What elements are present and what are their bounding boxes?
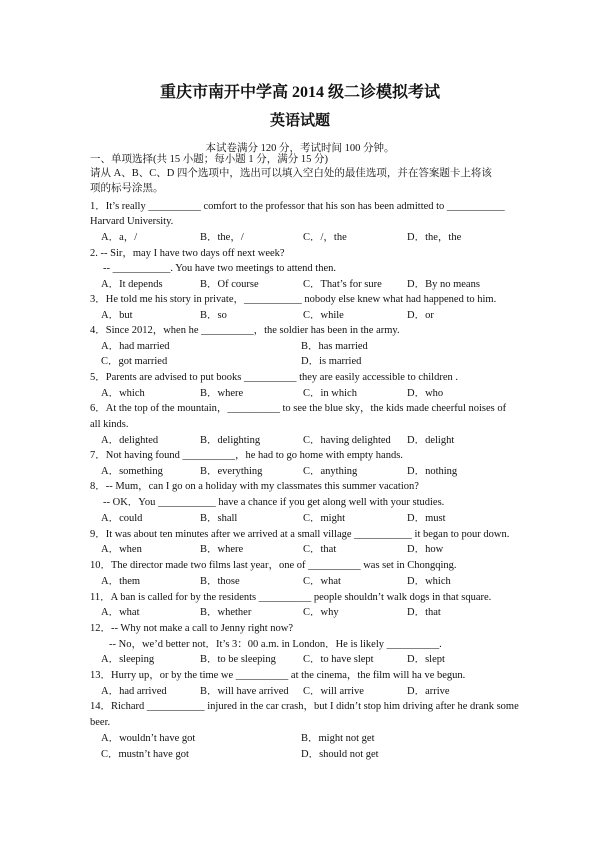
question-line: 12．-- Why not make a call to Jenny right now? xyxy=(90,623,294,634)
option-a: A．sleeping xyxy=(101,654,155,665)
question-line: 2. -- Sir，may I have two days off next week? xyxy=(90,248,285,259)
option-b: B．where xyxy=(200,544,244,555)
option-a: A．had married xyxy=(101,341,170,352)
option-a: A．wouldn’t have got xyxy=(101,733,196,744)
question-line: 8．-- Mum，can I go on a holiday with my classmates this summer vacation? xyxy=(90,481,419,492)
option-b: B．where xyxy=(200,388,244,399)
option-a: A．when xyxy=(101,544,142,555)
option-d: D．or xyxy=(407,310,434,321)
option-b: B．delighting xyxy=(200,435,261,446)
question-line: Harvard University. xyxy=(90,216,174,227)
option-d: D．the，the xyxy=(407,232,462,243)
question-line: 6．At the top of the mountain，__________ to see the blue sky，the kids made cheerful noises of xyxy=(90,403,507,414)
option-b: B．Of course xyxy=(200,279,259,290)
section-instruction: 项的标号涂黑。 xyxy=(90,183,164,194)
option-b: B．shall xyxy=(200,513,238,524)
option-c: C．while xyxy=(303,310,344,321)
section-heading: 一、单项选择(共 15 小题；每小题 1 分，满分 15 分) xyxy=(90,154,328,165)
option-c: C．might xyxy=(303,513,346,524)
question-line: -- ___________. You have two meetings to attend then. xyxy=(103,263,337,274)
option-a: A．them xyxy=(101,576,141,587)
option-d: D．who xyxy=(407,388,444,399)
option-b: B．whether xyxy=(200,607,252,618)
question-line: 14．Richard ___________ injured in the car crash，but I didn’t stop him driving after he drank some xyxy=(90,701,519,712)
question-line: -- No，we’d better not．It’s 3：00 a.m. in London．He is likely __________. xyxy=(109,639,442,650)
question-line: all kinds. xyxy=(90,419,129,430)
question-line: beer. xyxy=(90,717,111,728)
option-a: A．could xyxy=(101,513,143,524)
option-d: D．nothing xyxy=(407,466,458,477)
option-a: A．It depends xyxy=(101,279,163,290)
option-c: C．that xyxy=(303,544,337,555)
option-d: D．should not get xyxy=(301,749,379,760)
question-line: 11．A ban is called for by the residents __________ people shouldn’t walk dogs in that square. xyxy=(90,592,492,603)
option-c: C．to have slept xyxy=(303,654,374,665)
option-b: B．might not get xyxy=(301,733,375,744)
question-line: -- OK．You ___________ have a chance if you get along well with your studies. xyxy=(103,497,445,508)
option-a: A．had arrived xyxy=(101,686,167,697)
exam-subtitle: 英语试题 xyxy=(269,113,330,129)
option-a: A．which xyxy=(101,388,145,399)
option-b: B．so xyxy=(200,310,227,321)
question-line: 5．Parents are advised to put books __________ they are easily accessible to children . xyxy=(90,372,458,383)
option-c: C．will arrive xyxy=(303,686,364,697)
option-d: D．is married xyxy=(301,356,362,367)
option-b: B．has married xyxy=(301,341,368,352)
question-line: 3．He told me his story in private，___________ nobody else knew what had happened to him. xyxy=(90,294,497,305)
option-b: B．everything xyxy=(200,466,263,477)
question-line: 10．The director made two films last year，one of __________ was set in Chongqing. xyxy=(90,560,457,571)
option-d: D．must xyxy=(407,513,446,524)
option-c: C．That’s for sure xyxy=(303,279,382,290)
option-c: C．anything xyxy=(303,466,358,477)
option-d: D．slept xyxy=(407,654,445,665)
option-a: A．what xyxy=(101,607,140,618)
question-line: 1．It’s really __________ comfort to the professor that his son has been admitted to ___________ xyxy=(90,201,505,212)
option-c: C．mustn’t have got xyxy=(101,749,189,760)
option-b: B．will have arrived xyxy=(200,686,289,697)
option-d: D．delight xyxy=(407,435,455,446)
option-a: A．delighted xyxy=(101,435,159,446)
option-d: D．how xyxy=(407,544,444,555)
section-instruction: 请从 A、B、C、D 四个选项中，选出可以填入空白处的最佳选项，并在答案题卡上将该 xyxy=(90,168,492,179)
option-d: D．arrive xyxy=(407,686,450,697)
option-c: C．why xyxy=(303,607,339,618)
option-c: C．having delighted xyxy=(303,435,391,446)
option-d: D．By no means xyxy=(407,279,480,290)
question-line: 13．Hurry up，or by the time we __________ at the cinema，the film will ha ve begun. xyxy=(90,670,466,681)
option-c: C．/，the xyxy=(303,232,347,243)
option-d: D．that xyxy=(407,607,441,618)
option-a: A．a，/ xyxy=(101,232,138,243)
exam-title: 重庆市南开中学高 2014 级二诊模拟考试 xyxy=(159,84,440,101)
option-c: C．what xyxy=(303,576,341,587)
question-line: 9．It was about ten minutes after we arrived at a small village ___________ it began to pour down. xyxy=(90,529,510,540)
option-c: C．got married xyxy=(101,356,168,367)
question-line: 4．Since 2012，when he __________，the soldier has been in the army. xyxy=(90,325,400,336)
question-line: 7．Not having found __________，he had to go home with empty hands. xyxy=(90,450,403,461)
option-b: B．the，/ xyxy=(200,232,244,243)
option-a: A．but xyxy=(101,310,133,321)
option-a: A．something xyxy=(101,466,163,477)
option-b: B．to be sleeping xyxy=(200,654,276,665)
option-b: B．those xyxy=(200,576,240,587)
exam-info: 本试卷满分 120 分，考试时间 100 分钟。 xyxy=(205,143,395,154)
option-c: C．in which xyxy=(303,388,357,399)
option-d: D．which xyxy=(407,576,451,587)
